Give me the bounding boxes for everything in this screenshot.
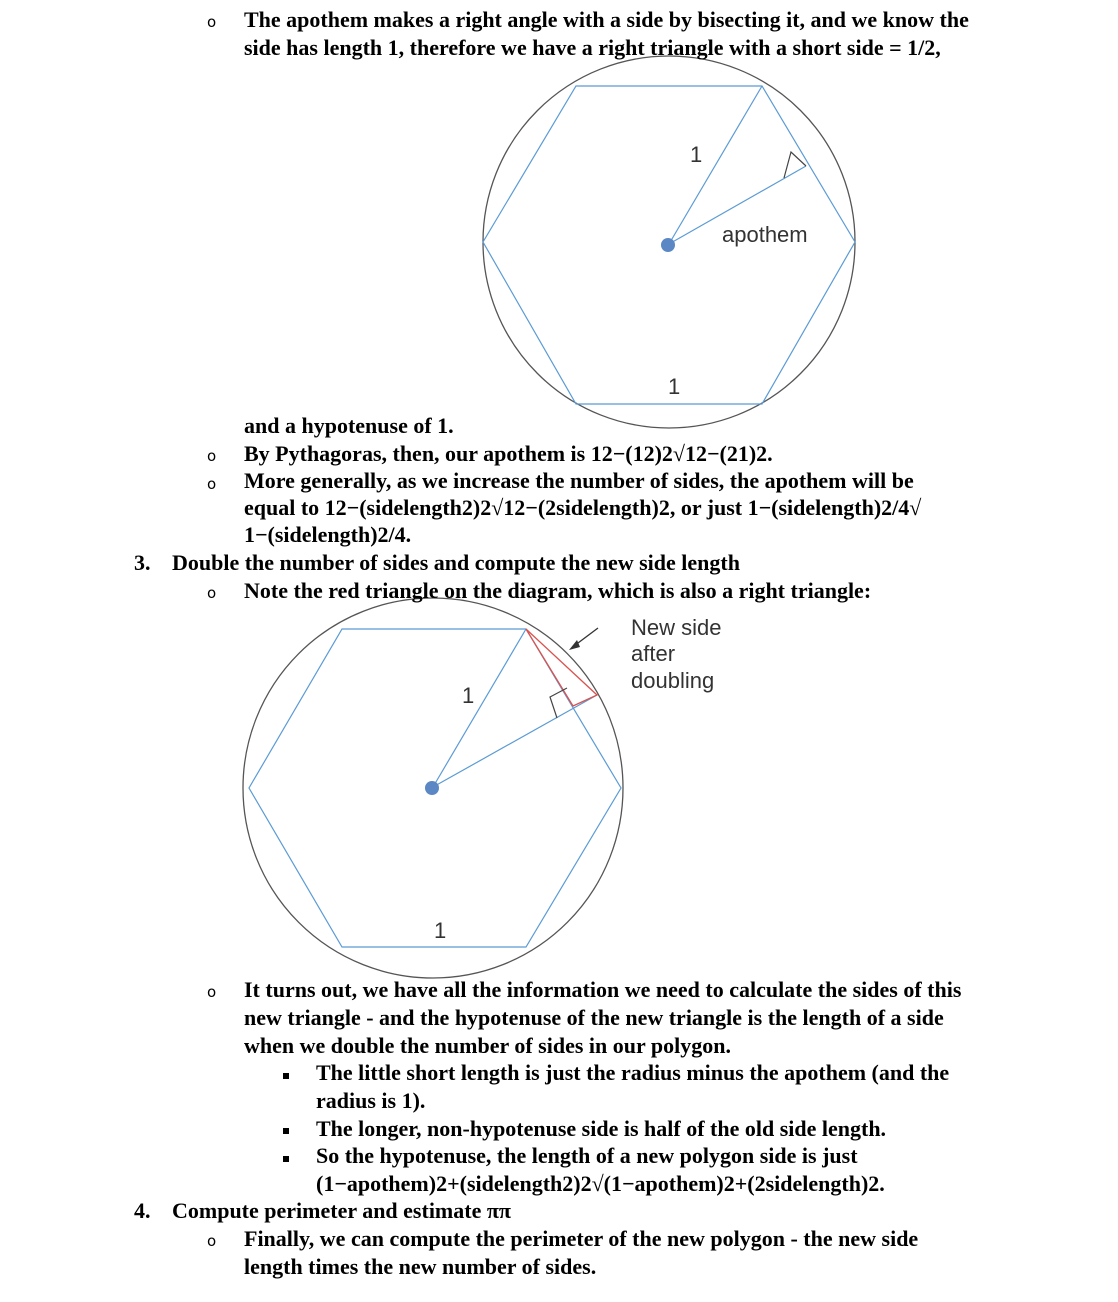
text-line-2: side has length 1, therefore we have a right triangle with a short side = 1/2, <box>244 35 941 60</box>
diagram-2 <box>243 598 721 978</box>
bullet-circle: o <box>207 475 217 493</box>
list-number-3: 3. <box>134 550 151 575</box>
text-line-14: radius is 1). <box>316 1088 426 1113</box>
text-line-13: The little short length is just the radius minus the apothem (and the <box>316 1060 950 1085</box>
bullet-circle: o <box>207 584 217 602</box>
bullet-circle: o <box>207 13 217 31</box>
text-line-16: So the hypotenuse, the length of a new polygon side is just <box>316 1143 858 1168</box>
bullet-square <box>283 1128 289 1134</box>
heading-step-4: Compute perimeter and estimate ππ <box>172 1198 511 1223</box>
list-number-4: 4. <box>134 1198 151 1223</box>
text-line-4: By Pythagoras, then, our apothem is 12−(12)2√12−(21)2. <box>244 441 773 466</box>
new-side-label-line2: after <box>631 641 676 666</box>
apothem-line-2 <box>433 695 597 787</box>
bullet-circle: o <box>207 983 217 1001</box>
new-side-label-line3: doubling <box>631 668 715 693</box>
apothem-label-1: apothem <box>722 222 808 247</box>
red-triangle <box>526 629 597 706</box>
bullet-square <box>283 1073 289 1079</box>
text-line-17: (1−apothem)2+(sidelength2)2√(1−apothem)2+(2sidelength)2. <box>316 1171 885 1196</box>
side-label-1: 1 <box>668 374 681 399</box>
radius-label-2: 1 <box>462 683 475 708</box>
text-line-3: and a hypotenuse of 1. <box>244 413 454 438</box>
right-angle-marker-1 <box>784 152 806 178</box>
arrow-head <box>569 640 580 650</box>
text-line-10: It turns out, we have all the information we need to calculate the sides of this <box>244 977 962 1002</box>
heading-step-3: Double the number of sides and compute the new side length <box>172 550 740 575</box>
bullet-circle: o <box>207 447 217 465</box>
center-dot-1 <box>661 238 675 252</box>
diagram-1 <box>483 56 855 428</box>
radius-label-1: 1 <box>690 142 703 167</box>
center-dot-2 <box>425 781 439 795</box>
text-line-6: equal to 12−(sidelength2)2√12−(2sidelength)2, or just 1−(sidelength)2/4√ <box>244 495 922 520</box>
text-line-1: The apothem makes a right angle with a side by bisecting it, and we know the <box>244 7 969 32</box>
new-side-label-line1: New side <box>631 615 722 640</box>
radius-line-1 <box>669 86 762 244</box>
text-line-5: More generally, as we increase the number of sides, the apothem will be <box>244 468 914 493</box>
text-line-20: length times the new number of sides. <box>244 1254 597 1279</box>
side-label-2: 1 <box>434 918 447 943</box>
text-line-9: Note the red triangle on the diagram, which is also a right triangle: <box>244 578 872 603</box>
text-line-12: when we double the number of sides in our polygon. <box>244 1033 731 1058</box>
text-line-15: The longer, non-hypotenuse side is half of the old side length. <box>316 1116 887 1141</box>
text-line-7: 1−(sidelength)2/4. <box>244 522 412 547</box>
text-line-11: new triangle - and the hypotenuse of the new triangle is the length of a side <box>244 1005 944 1030</box>
bullet-square <box>283 1156 289 1162</box>
bullet-circle: o <box>207 1232 217 1250</box>
text-line-19: Finally, we can compute the perimeter of the new polygon - the new side <box>244 1226 919 1251</box>
radius-line-2 <box>433 629 526 787</box>
